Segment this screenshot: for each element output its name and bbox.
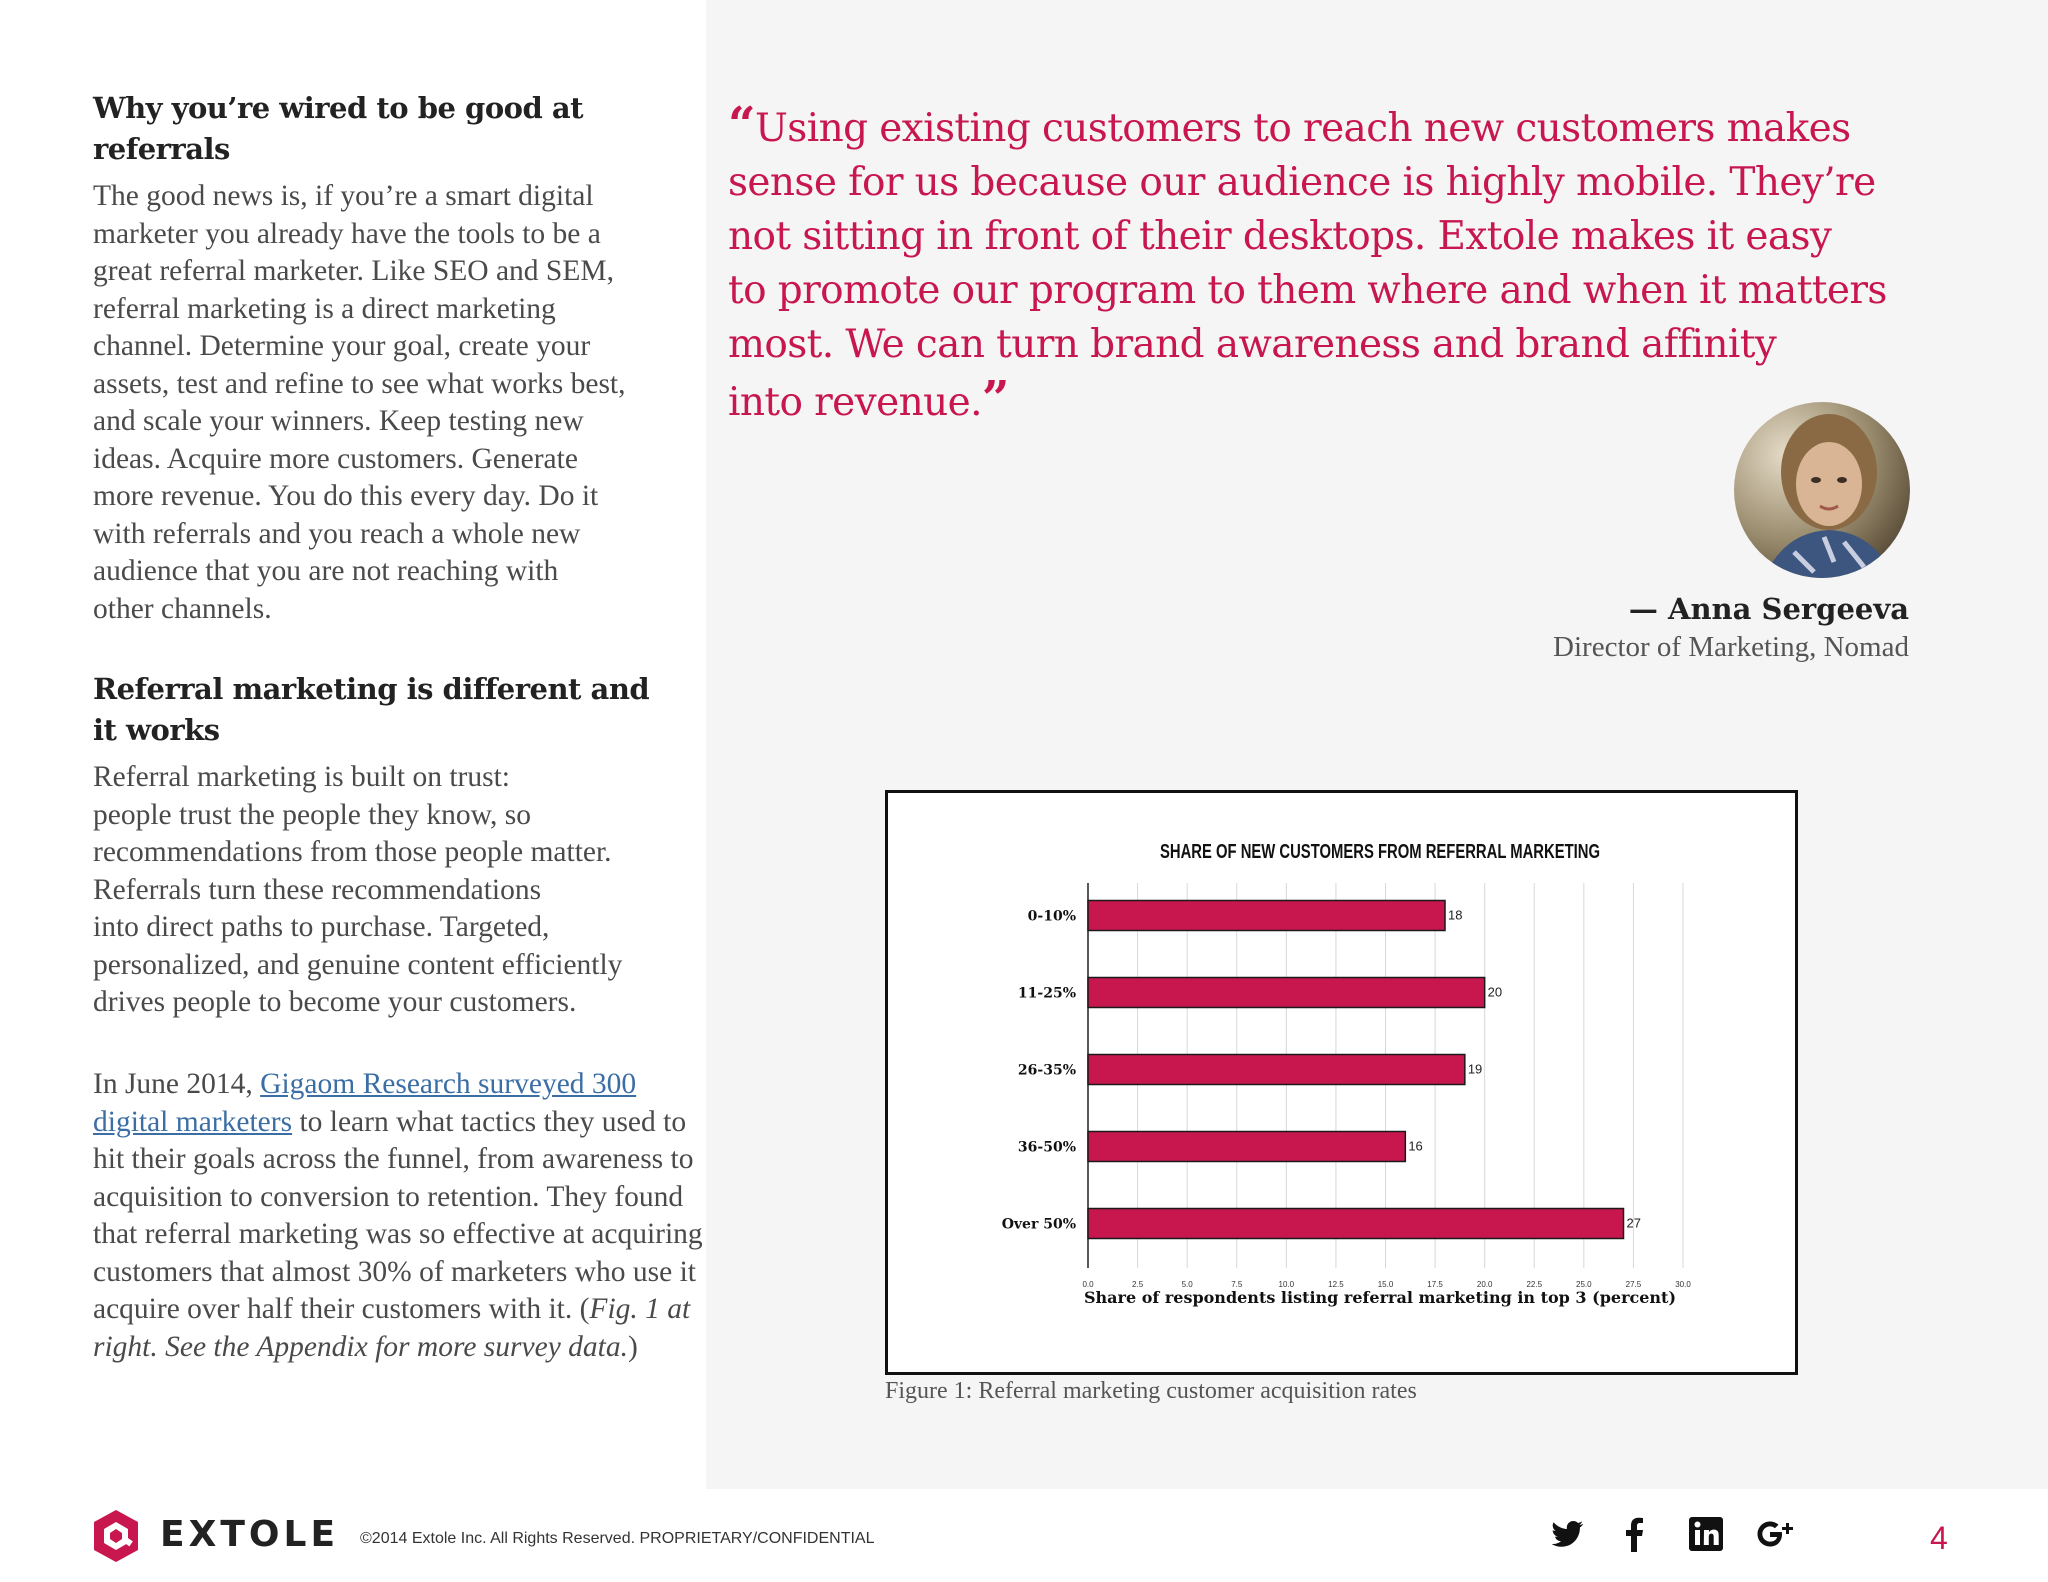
bar (1088, 1132, 1405, 1162)
survey-text: ) (628, 1330, 638, 1363)
intro-section (93, 88, 693, 628)
quote-text: Using existing customers to reach new customers makes sense for us because our audience is highly mobile. They’re not sitting in front of their desktops. Extole makes it easy to promote our program to them where and when it matters most. We can turn brand awareness and brand affinity into revenue. (728, 106, 1887, 425)
bar-value-label: 20 (1487, 984, 1503, 1000)
intro-paragraph: The good news is, if you’re a smart digital marketer you already have the tools to be a great referral marketer. Like SEO and SEM, referral marketing is a direct marketing channel. Determine your goal, create your assets, test and refine to see what works best, and scale your winners. Keep testing new ideas. Acquire more customers. Generate more revenue. You do this every day. Do it with referrals and you reach a whole new audience that you are not reaching with other channels. (93, 180, 626, 625)
twitter-icon[interactable] (1547, 1514, 1587, 1554)
quote-author: — Anna Sergeeva (1628, 592, 1909, 626)
quote-author-role: Director of Marketing, Nomad (1553, 631, 1909, 663)
x-tick-label: 17.5 (1427, 1280, 1443, 1289)
pull-quote (728, 98, 1928, 430)
category-label: 11-25% (1017, 985, 1076, 1002)
figure-reference: Fig. 1 at right. See the Appendix for more survey data. (93, 1293, 691, 1363)
x-tick-label: 2.5 (1132, 1280, 1144, 1289)
bar (1088, 978, 1485, 1008)
facebook-icon[interactable] (1615, 1514, 1655, 1554)
referral-section (93, 669, 693, 1022)
brand-name: EXTOLE (160, 1514, 340, 1555)
page-number: 4 (1930, 1520, 1948, 1556)
x-axis-label: Share of respondents listing referral marketing in top 3 (percent) (1083, 1288, 1677, 1307)
google-plus-icon[interactable] (1756, 1514, 1796, 1554)
x-tick-label: 22.5 (1526, 1280, 1543, 1289)
category-label: 0-10% (1027, 908, 1076, 925)
x-tick-label: 5.0 (1181, 1280, 1193, 1289)
section-heading: Referral marketing is different and it works (93, 672, 650, 747)
category-label: Over 50% (1001, 1216, 1076, 1233)
category-label: 26-35% (1017, 1062, 1076, 1079)
extole-logo-icon (92, 1508, 140, 1564)
survey-text: In June 2014, (93, 1068, 261, 1100)
x-tick-label: 10.0 (1278, 1280, 1295, 1289)
linkedin-icon[interactable] (1686, 1514, 1726, 1554)
trust-paragraph: Referral marketing is built on trust: people trust the people they know, so recommendations from those people matter. Referrals turn these recommendations into direct paths to purchase. Targeted, personalized, and genuine content efficiently drives people to become your customers. (93, 761, 623, 1018)
x-tick-label: 12.5 (1328, 1280, 1344, 1289)
bar-chart (888, 793, 1795, 1372)
bar (1088, 901, 1445, 931)
chart-container (885, 790, 1798, 1375)
avatar (1734, 402, 1910, 578)
copyright-notice: ©2014 Extole Inc. All Rights Reserved. PROPRIETARY/CONFIDENTIAL (360, 1530, 875, 1547)
bar (1088, 1055, 1465, 1085)
category-label: 36-50% (1017, 1139, 1076, 1156)
bar-value-label: 27 (1626, 1215, 1641, 1231)
survey-paragraph (93, 1066, 713, 1366)
x-tick-label: 15.0 (1377, 1280, 1394, 1289)
x-tick-label: 20.0 (1476, 1280, 1493, 1289)
gigaom-research-link[interactable]: Gigaom Research surveyed 300 digital marketers (93, 1068, 637, 1138)
survey-text: to learn what tactics they used to hit their goals across the funnel, from awareness to acquisition to conversion to retention. They found that referral marketing was so effective at acquiring customers that almost 30% of marketers who use it acquire over half their customers with it. ( (93, 1105, 703, 1325)
x-tick-label: 7.5 (1231, 1280, 1243, 1289)
close-quote-mark: ” (981, 371, 1009, 427)
bar-value-label: 19 (1467, 1061, 1483, 1077)
figure-caption: Figure 1: Referral marketing customer acquisition rates (885, 1378, 1417, 1404)
bar-value-label: 18 (1448, 907, 1463, 923)
open-quote-mark: “ (728, 97, 756, 153)
x-tick-label: 0.0 (1082, 1280, 1094, 1289)
x-tick-label: 25.0 (1576, 1280, 1592, 1289)
section-heading: Why you’re wired to be good at referrals (93, 91, 584, 166)
x-tick-label: 30.0 (1675, 1280, 1691, 1289)
x-tick-label: 27.5 (1625, 1280, 1642, 1289)
bar-value-label: 16 (1408, 1138, 1423, 1154)
bar (1088, 1209, 1624, 1239)
chart-title: SHARE OF NEW CUSTOMERS FROM REFERRAL MARKETING (1160, 841, 1600, 863)
